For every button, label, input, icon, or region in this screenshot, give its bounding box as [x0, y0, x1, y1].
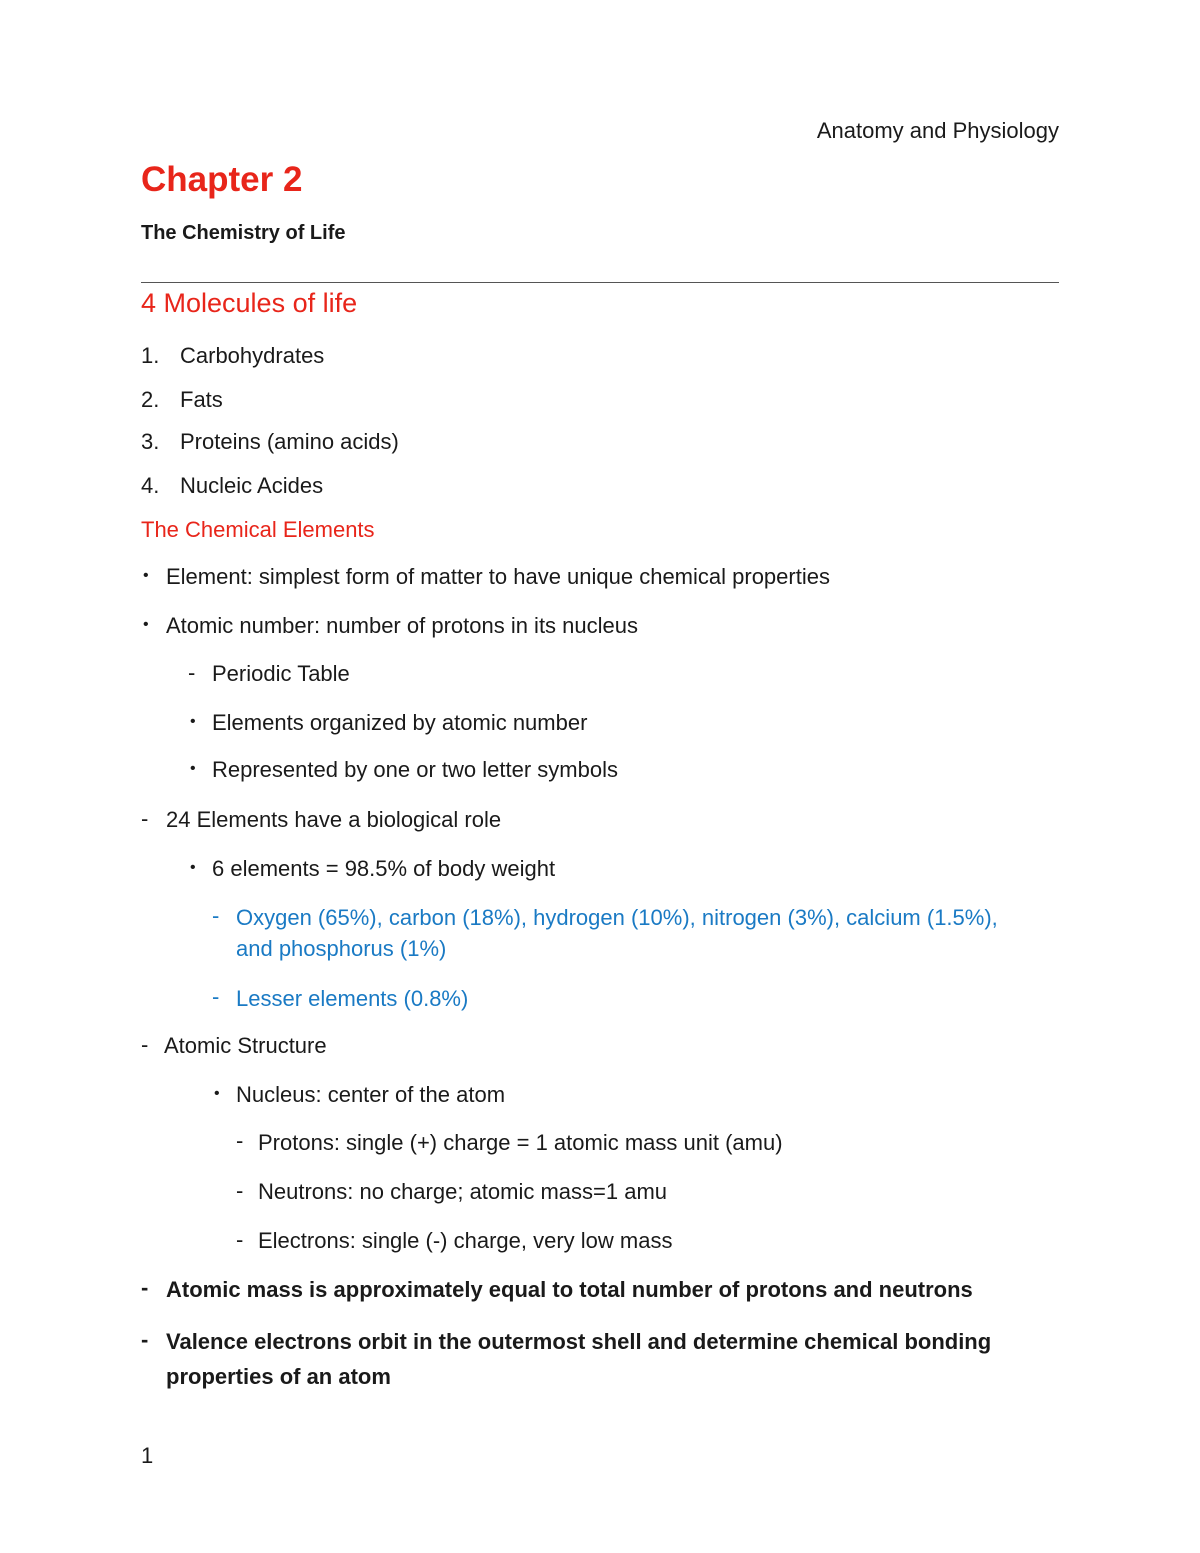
note-line: Periodic Table [212, 661, 350, 686]
chapter-subtitle: The Chemistry of Life [141, 222, 346, 244]
chapter-title: Chapter 2 [141, 160, 303, 199]
bullet-icon: • [214, 1085, 220, 1102]
list-item: Fats [180, 387, 223, 412]
note-line: 24 Elements have a biological role [166, 807, 502, 832]
bullet-icon: • [190, 713, 196, 730]
bullet-icon: • [190, 859, 196, 876]
list-item: Nucleic Acides [180, 473, 324, 498]
list-number: 4. [141, 473, 160, 498]
dash-icon: - [212, 903, 220, 928]
note-line: properties of an atom [166, 1364, 391, 1389]
note-line: Electrons: single (-) charge, very low mass [258, 1228, 673, 1253]
note-line: Atomic mass is approximately equal to total number of protons and neutrons [166, 1277, 973, 1302]
note-line: and phosphorus (1%) [236, 936, 447, 961]
dash-icon: - [141, 806, 149, 831]
bullet-icon: • [143, 567, 149, 584]
dash-icon: - [188, 660, 196, 685]
note-line: Atomic Structure [164, 1033, 327, 1058]
note-line: Represented by one or two letter symbols [212, 757, 618, 782]
bullet-icon: • [190, 760, 196, 777]
note-line: Nucleus: center of the atom [236, 1082, 506, 1107]
bullet-icon: • [143, 616, 149, 633]
elements-heading: The Chemical Elements [141, 517, 375, 542]
note-line: Protons: single (+) charge = 1 atomic mass unit (amu) [258, 1130, 783, 1155]
dash-icon: - [236, 1227, 244, 1252]
dash-icon: - [141, 1032, 149, 1057]
note-line: Lesser elements (0.8%) [236, 986, 469, 1011]
course-title: Anatomy and Physiology [816, 118, 1059, 143]
list-item: Carbohydrates [180, 343, 325, 368]
list-item: Proteins (amino acids) [180, 429, 399, 454]
dash-icon: - [212, 984, 220, 1009]
note-line: Element: simplest form of matter to have unique chemical properties [166, 564, 830, 589]
dash-icon: - [236, 1178, 244, 1203]
note-line: Valence electrons orbit in the outermost shell and determine chemical bonding [166, 1329, 992, 1354]
dash-icon: - [236, 1128, 244, 1153]
list-number: 2. [141, 387, 160, 412]
divider [141, 282, 1059, 283]
note-line: Neutrons: no charge; atomic mass=1 amu [258, 1179, 668, 1204]
dash-icon: - [141, 1327, 149, 1352]
note-line: Elements organized by atomic number [212, 710, 588, 735]
dash-icon: - [141, 1275, 149, 1300]
note-line: Atomic number: number of protons in its nucleus [166, 613, 639, 638]
note-line: Oxygen (65%), carbon (18%), hydrogen (10%), nitrogen (3%), calcium (1.5%), [236, 905, 998, 930]
note-line: 6 elements = 98.5% of body weight [212, 856, 556, 881]
list-number: 1. [141, 343, 160, 368]
molecules-heading: 4 Molecules of life [141, 288, 358, 318]
list-number: 3. [141, 429, 160, 454]
page-number: 1 [141, 1443, 154, 1468]
